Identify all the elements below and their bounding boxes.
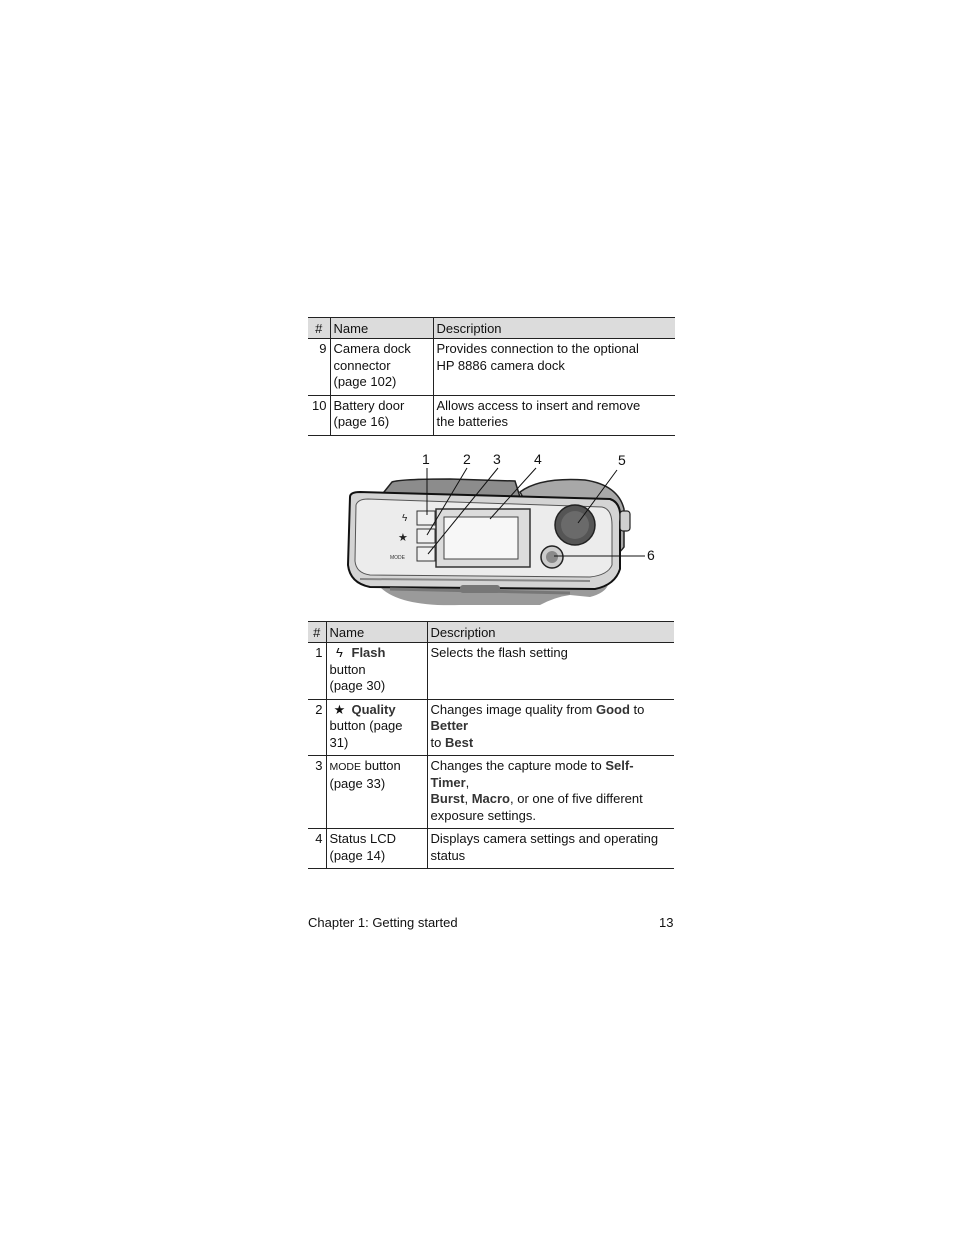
camera-top-view-illustration <box>340 447 660 612</box>
part-description <box>427 829 674 869</box>
description-line <box>431 735 672 752</box>
part-name-line: Status LCD <box>329 831 396 846</box>
part-name-line: (page 30) <box>329 678 386 693</box>
part-description <box>427 699 674 756</box>
burst-label: Burst <box>430 791 465 806</box>
text-run: Changes the capture mode to <box>430 758 606 773</box>
table-row <box>308 395 675 435</box>
part-name-line <box>330 645 424 678</box>
callout-4: 4 <box>534 451 542 467</box>
part-name-line: connector <box>333 357 391 373</box>
row-number: 4 <box>308 829 326 869</box>
text-run: , <box>465 774 470 790</box>
button-word: button <box>329 661 366 677</box>
part-name <box>326 643 427 700</box>
chapter-footer: Chapter 1: Getting started <box>308 915 458 930</box>
description-line <box>431 791 672 808</box>
mode-label: MODE <box>329 761 361 773</box>
table-row <box>308 756 674 829</box>
column-header-description: Description <box>433 318 675 339</box>
part-name <box>326 699 427 756</box>
column-header-number: # <box>308 622 326 643</box>
star-icon: ★ <box>333 701 346 717</box>
part-name-line: (page 33) <box>329 775 386 791</box>
macro-label: Macro <box>471 791 510 806</box>
text-run: to <box>430 734 445 750</box>
flash-button <box>417 511 435 525</box>
part-description <box>433 339 675 396</box>
column-header-number: # <box>308 318 330 339</box>
row-number: 2 <box>308 699 326 756</box>
parts-table-bottom <box>308 621 674 869</box>
part-name-line: Camera dock <box>333 341 411 356</box>
text-run: , <box>464 791 472 806</box>
part-name-line: button (page 31) <box>329 718 403 750</box>
table-row <box>308 643 674 700</box>
mode-label: MODE <box>390 555 405 561</box>
quality-button <box>417 529 435 543</box>
description-line: Provides connection to the optional <box>436 341 639 356</box>
part-description <box>433 395 675 435</box>
description-line <box>431 702 672 735</box>
flash-icon: ϟ <box>336 645 343 660</box>
shutter-button <box>555 505 595 545</box>
callout-6: 6 <box>647 547 655 563</box>
callout-2: 2 <box>463 451 471 467</box>
part-name-line: Battery door <box>333 397 405 413</box>
callout-3: 3 <box>493 451 501 467</box>
row-number: 10 <box>308 395 330 435</box>
part-description <box>427 756 674 829</box>
description-line: the batteries <box>436 414 509 429</box>
description-line <box>431 758 672 791</box>
part-name-line: (page 102) <box>333 374 397 389</box>
column-header-name: Name <box>330 318 433 339</box>
status-lcd <box>436 509 530 567</box>
description-line: HP 8886 camera dock <box>436 357 565 373</box>
table-row <box>308 699 674 756</box>
star-icon: ★ <box>398 532 408 544</box>
table-row <box>308 829 674 869</box>
table-header-row <box>308 622 674 643</box>
parts-table-top <box>308 317 675 436</box>
good-label: Good <box>595 701 630 717</box>
callout-1: 1 <box>422 451 430 467</box>
column-header-description: Description <box>427 622 674 643</box>
better-label: Better <box>430 718 469 733</box>
part-name <box>326 756 427 829</box>
description-line: Displays camera settings and operating <box>430 831 659 846</box>
part-name <box>330 339 433 396</box>
part-name <box>330 395 433 435</box>
part-description: Selects the flash setting <box>427 643 674 700</box>
column-header-name: Name <box>326 622 427 643</box>
quality-label: Quality <box>351 701 396 717</box>
callout-5: 5 <box>618 452 626 468</box>
power-button <box>541 546 563 568</box>
description-line: Allows access to insert and remove <box>436 397 641 413</box>
button-word: button <box>361 758 401 773</box>
table-header-row <box>308 318 675 339</box>
part-name-line: (page 14) <box>329 847 386 863</box>
page-number: 13 <box>659 915 674 930</box>
best-label: Best <box>444 734 474 750</box>
description-line: status <box>430 847 466 863</box>
part-name-line: (page 16) <box>333 414 390 429</box>
self-timer-label: Self-Timer <box>430 758 634 790</box>
part-name-line <box>330 702 424 719</box>
table-row <box>308 339 675 396</box>
flash-icon: ϟ <box>402 513 408 524</box>
row-number: 3 <box>308 756 326 829</box>
flash-label: Flash <box>351 645 386 660</box>
row-number: 1 <box>308 643 326 700</box>
part-name <box>326 829 427 869</box>
text-run: Changes image quality from <box>430 701 596 717</box>
row-number: 9 <box>308 339 330 396</box>
text-run: to <box>629 701 645 717</box>
text-run: , or one of five different <box>509 791 643 806</box>
part-name-line <box>330 758 424 776</box>
description-line: exposure settings. <box>430 807 537 823</box>
